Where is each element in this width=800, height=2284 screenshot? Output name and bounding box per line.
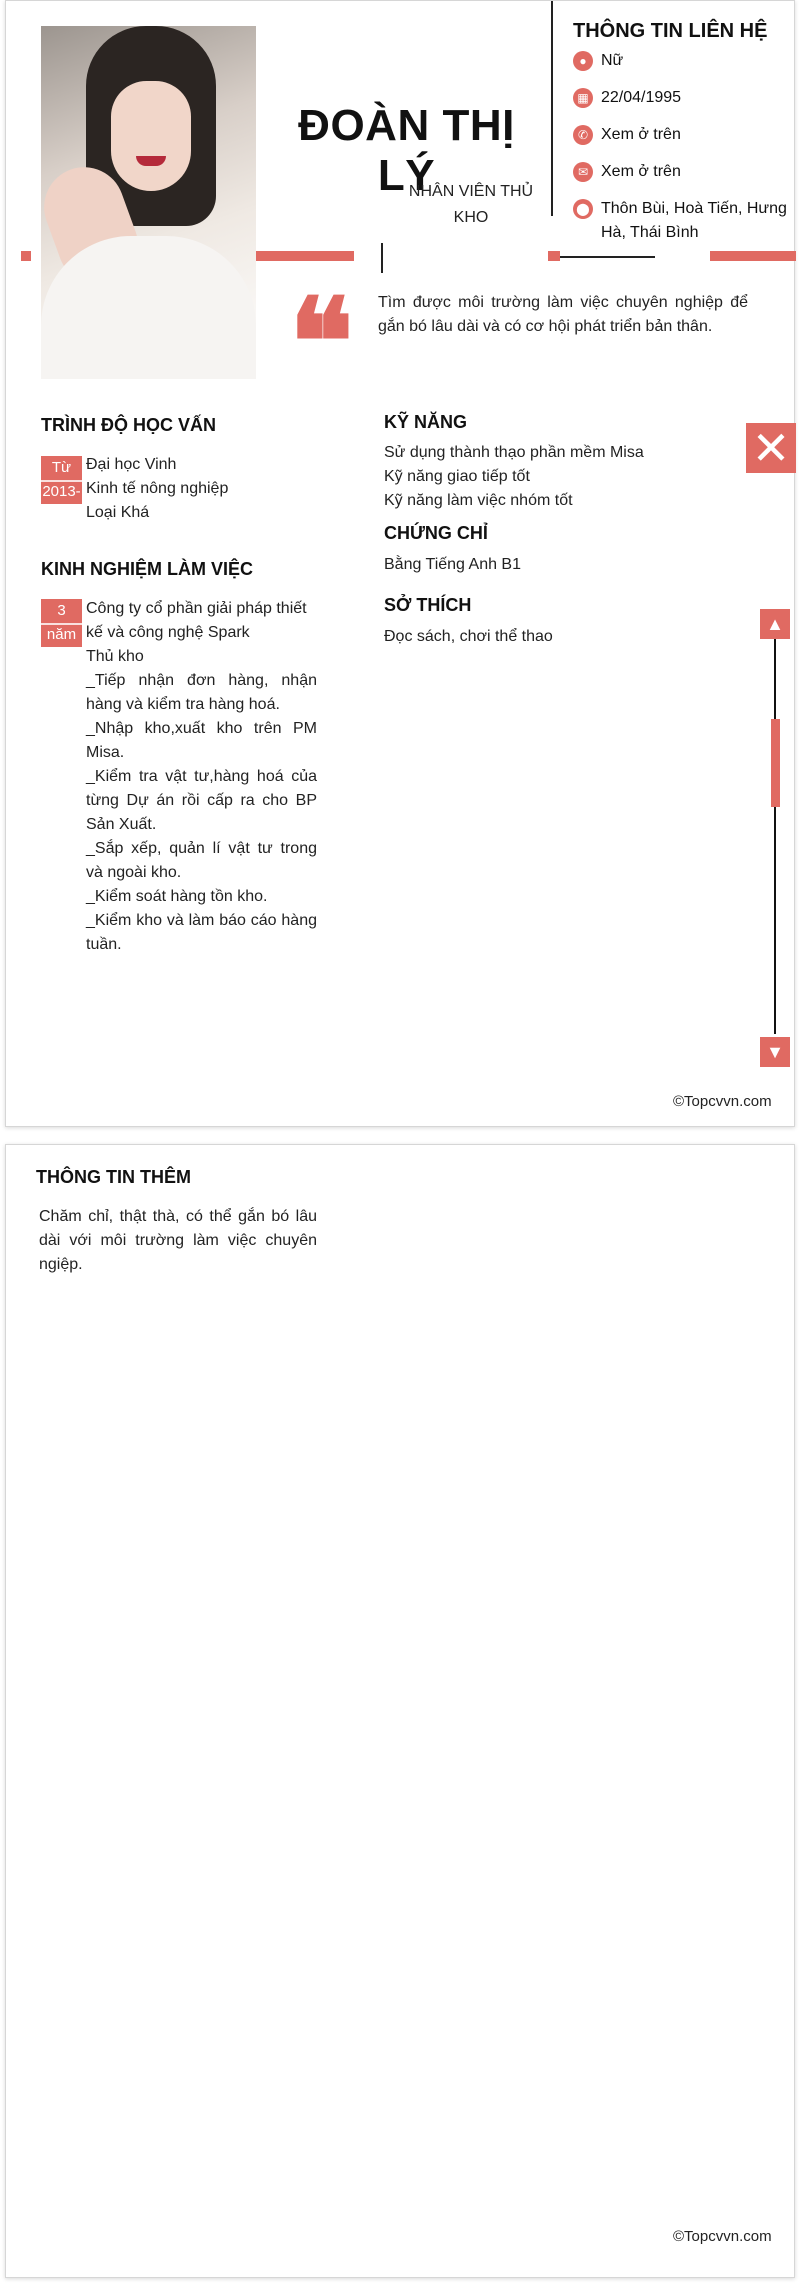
duty-item: _Kiểm kho và làm báo cáo hàng tuần. (86, 912, 317, 953)
skills-list (384, 441, 704, 513)
additional-info-title: THÔNG TIN THÊM (36, 1167, 191, 1187)
education-title: TRÌNH ĐỘ HỌC VẤN (41, 415, 216, 435)
header-divider (551, 1, 553, 216)
phone-icon: ✆ (573, 125, 593, 145)
certificate-item: Bằng Tiếng Anh B1 (384, 556, 521, 573)
duty-item: _Tiếp nhận đơn hàng, nhận hàng và kiểm tra hàng hoá. (86, 672, 317, 713)
footer-watermark: ©Topcvvn.com (673, 1093, 772, 1110)
scrollbar-thumb[interactable] (771, 719, 780, 807)
company-name: Công ty cổ phần giải pháp thiết kế và công nghệ Spark (86, 600, 307, 641)
education-date-tag: Từ 2013- (41, 456, 82, 504)
contact-phone: ✆ Xem ở trên (573, 123, 800, 147)
person-icon: ● (573, 51, 593, 71)
email-icon: ✉ (573, 162, 593, 182)
accent-bar-mid (256, 251, 354, 261)
skill-item: Sử dụng thành thạo phần mềm Misa (384, 444, 644, 461)
duty-item: _Kiểm soát hàng tồn kho. (86, 888, 268, 905)
scroll-up-button[interactable]: ▲ (760, 609, 790, 639)
contact-gender: ● Nữ (573, 49, 800, 73)
skill-item: Kỹ năng làm việc nhóm tốt (384, 492, 573, 509)
job-position: NHÂN VIÊN THỦ KHO (408, 183, 534, 226)
center-divider (381, 243, 383, 273)
contact-birthday: ▦ 22/04/1995 (573, 86, 800, 110)
job-role: Thủ kho (86, 648, 144, 665)
education-details (86, 453, 316, 525)
certificates-title: CHỨNG CHỈ (384, 523, 488, 543)
accent-bar-small (548, 251, 560, 261)
thin-line (560, 256, 655, 258)
duty-item: _Nhập kho,xuất kho trên PM Misa. (86, 720, 317, 761)
grade: Loại Khá (86, 504, 150, 521)
close-button[interactable]: ✕ (746, 423, 796, 473)
scrollbar-track[interactable] (774, 639, 776, 1034)
duty-item: _Sắp xếp, quản lí vật tư trong và ngoài kho. (86, 840, 317, 881)
accent-bar-left (21, 251, 31, 261)
major: Kinh tế nông nghiệp (86, 480, 229, 497)
contact-email: ✉ Xem ở trên (573, 160, 800, 184)
skills-title: KỸ NĂNG (384, 412, 468, 432)
skill-item: Kỹ năng giao tiếp tốt (384, 468, 530, 485)
footer-watermark: ©Topcvvn.com (673, 2228, 772, 2245)
duty-item: _Kiểm tra vật tư,hàng hoá của từng Dự án rồi cấp ra cho BP Sản Xuất. (86, 768, 317, 833)
cv-page-2 (5, 1144, 795, 2278)
career-objective: Tìm được môi trường làm việc chuyên nghiệp để gắn bó lâu dài và có cơ hội phát triển bản thân. (378, 294, 748, 335)
experience-title: KINH NGHIỆM LÀM VIỆC (41, 559, 254, 579)
quote-icon: ❝ (289, 272, 354, 413)
hobbies-text: Đọc sách, chơi thể thao (384, 628, 553, 645)
experience-duration-tag: 3 năm (41, 599, 82, 647)
scroll-down-button[interactable]: ▼ (760, 1037, 790, 1067)
cv-page-1 (5, 0, 795, 1127)
profile-photo (41, 26, 256, 379)
contact-address: ⬤ Thôn Bùi, Hoà Tiến, Hưng Hà, Thái Bình (573, 197, 800, 245)
candidate-name: ĐOÀN THỊ LÝ (298, 101, 515, 200)
experience-details (86, 597, 317, 957)
calendar-icon: ▦ (573, 88, 593, 108)
school-name: Đại học Vinh (86, 456, 177, 473)
additional-info-text: Chăm chỉ, thật thà, có thể gắn bó lâu dài với môi trường làm việc chuyên ngiệp. (39, 1208, 317, 1273)
hobbies-title: SỞ THÍCH (384, 595, 472, 615)
contact-title: THÔNG TIN LIÊN HỆ (573, 20, 768, 42)
location-icon: ⬤ (573, 199, 593, 219)
accent-bar-right (710, 251, 796, 261)
